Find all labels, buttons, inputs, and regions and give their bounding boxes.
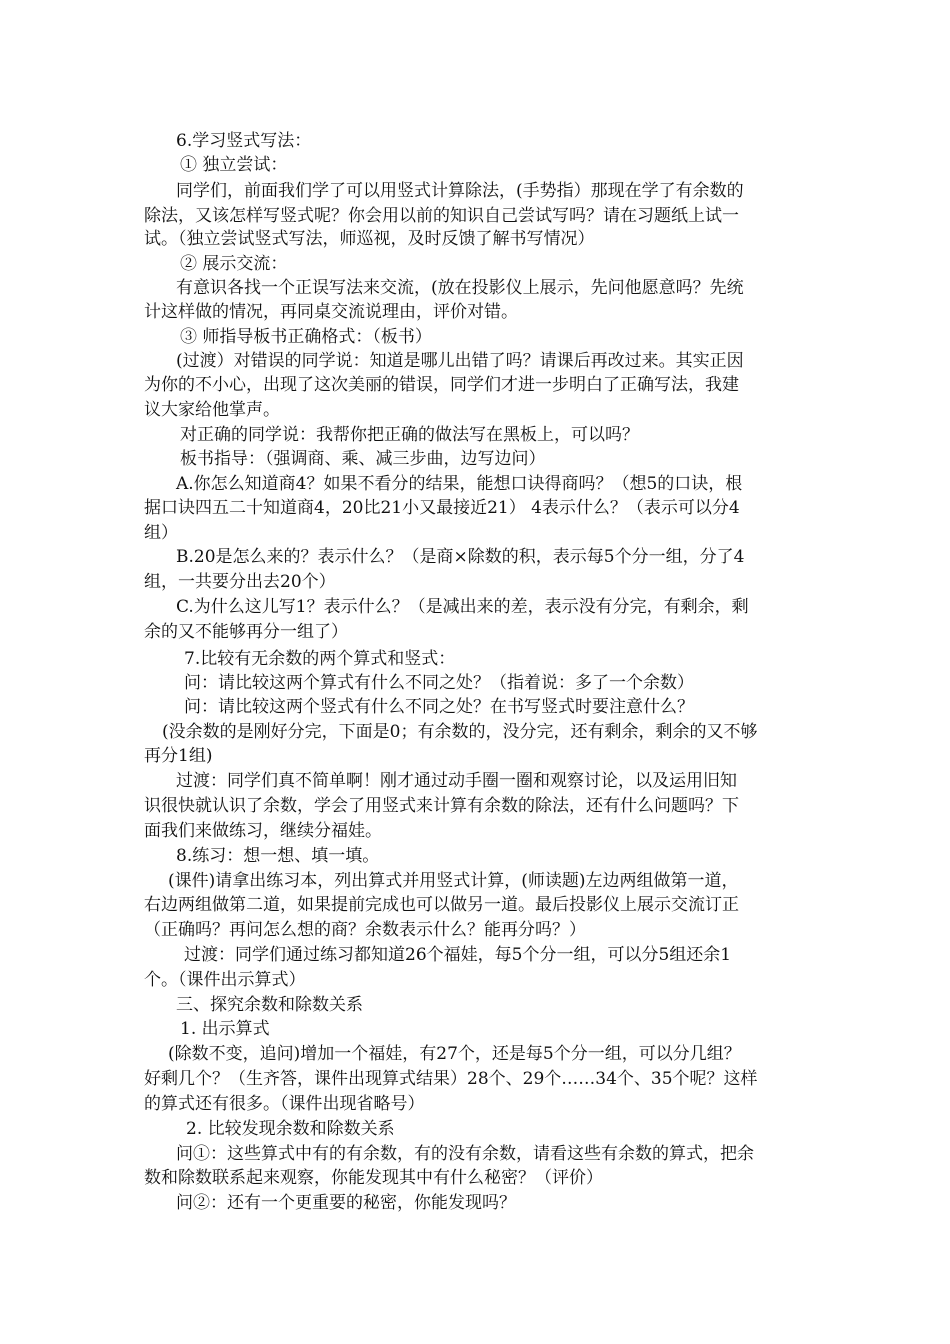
paragraph-line: 组，一共要分出去20个） bbox=[144, 572, 336, 592]
paragraph-line: 再分1组) bbox=[144, 746, 213, 766]
paragraph-line: 个。（课件出示算式） bbox=[144, 970, 306, 990]
paragraph-line: 余的又不能够再分一组了） bbox=[144, 622, 348, 642]
paragraph-line: A.你怎么知道商4？如果不看分的结果，能想口诀得商吗？（想5的口诀，根 bbox=[176, 474, 743, 494]
paragraph-line: 为你的不小心，出现了这次美丽的错误，同学们才进一步明白了正确写法，我建 bbox=[144, 375, 739, 395]
paragraph-line: 过渡：同学们真不简单啊！刚才通过动手圈一圈和观察讨论，以及运用旧知 bbox=[176, 771, 737, 791]
paragraph-line: B.20是怎么来的？表示什么？（是商×除数的积，表示每5个分一组，分了4 bbox=[176, 547, 745, 567]
paragraph-line: 计这样做的情况，再同桌交流说理由，评价对错。 bbox=[144, 302, 518, 322]
paragraph-line: 据口诀四五二十知道商4，20比21小又最接近21） 4表示什么？（表示可以分4 bbox=[144, 498, 740, 518]
paragraph-line: 问①：这些算式中有的有余数，有的没有余数，请看这些有余数的算式，把余 bbox=[176, 1144, 754, 1164]
section-heading-7: 7.比较有无余数的两个算式和竖式： bbox=[184, 649, 456, 669]
subsection-heading: 1. 出示算式 bbox=[180, 1019, 270, 1039]
paragraph-line: 数和除数联系起来观察，你能发现其中有什么秘密？（评价） bbox=[144, 1168, 603, 1188]
paragraph-line: 好剩几个？（生齐答，课件出现算式结果）28个、29个……34个、35个呢？这样 bbox=[144, 1069, 758, 1089]
paragraph-line: （正确吗？再问怎么想的商？余数表示什么？能再分吗？） bbox=[144, 920, 586, 940]
paragraph-line: 对正确的同学说：我帮你把正确的做法写在黑板上，可以吗？ bbox=[180, 425, 639, 445]
paragraph-line: (课件)请拿出练习本，列出算式并用竖式计算，(师读题)左边两组做第一道， bbox=[168, 871, 739, 891]
paragraph-line: C.为什么这儿写1？表示什么？（是减出来的差，表示没有分完，有剩余，剩 bbox=[176, 597, 749, 617]
paragraph-line: 有意识各找一个正误写法来交流，(放在投影仪上展示，先问他愿意吗？先统 bbox=[176, 278, 744, 298]
paragraph-line: (除数不变，追问)增加一个福娃，有27个，还是每5个分一组，可以分几组？ bbox=[168, 1044, 741, 1064]
step-heading: ② 展示交流： bbox=[180, 254, 288, 274]
paragraph-line: 板书指导：（强调商、乘、减三步曲，边写边问） bbox=[180, 449, 546, 469]
paragraph-line: (没余数的是刚好分完，下面是0；有余数的，没分完，还有剩余，剩余的又不够 bbox=[162, 722, 758, 742]
section-heading-8: 8.练习：想一想、填一填。 bbox=[176, 846, 380, 866]
paragraph-line: 问②：还有一个更重要的秘密，你能发现吗？ bbox=[176, 1193, 516, 1213]
paragraph-line: 同学们，前面我们学了可以用竖式计算除法，(手势指）那现在学了有余数的 bbox=[176, 181, 744, 201]
paragraph-line: (过渡）对错误的同学说：知道是哪儿出错了吗？请课后再改过来。其实正因 bbox=[176, 351, 744, 371]
paragraph-line: 的算式还有很多。（课件出现省略号） bbox=[144, 1094, 425, 1114]
paragraph-line: 问：请比较这两个竖式有什么不同之处？在书写竖式时要注意什么？ bbox=[184, 697, 694, 717]
section-heading-6: 6.学习竖式写法： bbox=[176, 131, 312, 151]
step-heading: ③ 师指导板书正确格式：（板书） bbox=[180, 327, 432, 347]
paragraph-line: 右边两组做第二道，如果提前完成也可以做另一道。最后投影仪上展示交流订正 bbox=[144, 895, 739, 915]
paragraph-line: 组） bbox=[144, 523, 178, 543]
step-heading: ① 独立尝试： bbox=[180, 155, 288, 175]
paragraph-line: 除法，又该怎样写竖式呢？你会用以前的知识自己尝试写吗？请在习题纸上试一 bbox=[144, 206, 739, 226]
paragraph-line: 问：请比较这两个算式有什么不同之处？（指着说：多了一个余数） bbox=[184, 673, 694, 693]
paragraph-line: 面我们来做练习，继续分福娃。 bbox=[144, 821, 382, 841]
section-heading-3: 三、探究余数和除数关系 bbox=[176, 995, 363, 1015]
subsection-heading: 2. 比较发现余数和除数关系 bbox=[186, 1119, 395, 1139]
paragraph-line: 试。（独立尝试竖式写法，师巡视，及时反馈了解书写情况） bbox=[144, 229, 595, 249]
paragraph-line: 识很快就认识了余数，学会了用竖式来计算有余数的除法，还有什么问题吗？下 bbox=[144, 796, 739, 816]
paragraph-line: 过渡：同学们通过练习都知道26个福娃，每5个分一组，可以分5组还余1 bbox=[184, 945, 732, 965]
paragraph-line: 议大家给他掌声。 bbox=[144, 400, 280, 420]
